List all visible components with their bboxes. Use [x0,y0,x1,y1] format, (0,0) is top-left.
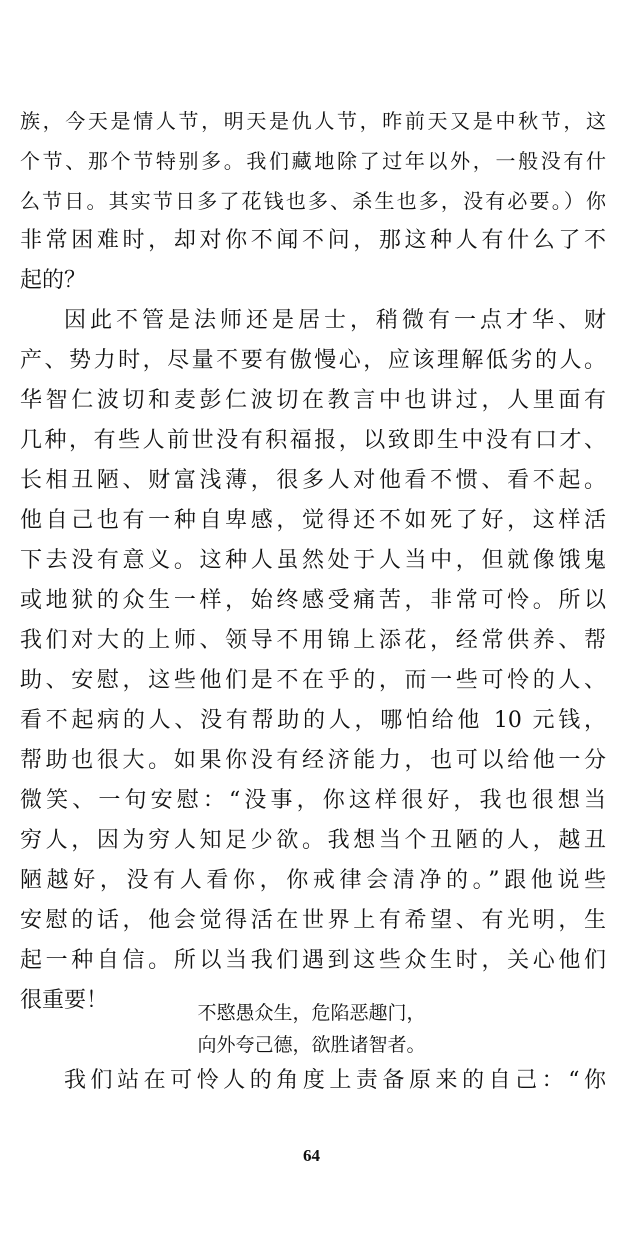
text-line: 助、安慰，这些他们是不在乎的，而一些可怜的人、 [20,668,606,693]
text-line: 起的？ [20,268,87,293]
text-line: 非常困难时，却对你不闻不问，那这种人有什么了不 [20,228,606,253]
text-line: 因此不管是法师还是居士，稍微有一点才华、财 [64,308,606,333]
verse-line-2: 向外夸己德，欲胜诸智者。 [197,1034,426,1056]
text-line: 下去没有意义。这种人虽然处于人当中，但就像饿鬼 [20,548,606,573]
text-line: 很重要！ [20,988,109,1013]
verse-quote [0,997,623,1061]
text-line: 安慰的话，他会觉得活在世界上有希望、有光明，生 [20,908,606,933]
text-line: 几种，有些人前世没有积福报，以致即生中没有口才、 [20,428,606,453]
closing-line: 我们站在可怜人的角度上责备原来的自己：“你 [64,1068,606,1093]
text-line: 陋越好，没有人看你，你戒律会清净的。”跟他说些 [20,868,606,893]
text-line: 帮助也很大。如果你没有经济能力，也可以给他一分 [20,748,606,773]
text-line: 产、势力时，尽量不要有傲慢心，应该理解低劣的人。 [20,348,606,373]
text-line: 他自己也有一种自卑感，觉得还不如死了好，这样活 [20,508,606,533]
text-line: 起一种自信。所以当我们遇到这些众生时，关心他们 [20,948,606,973]
closing-paragraph [20,1061,606,1101]
text-line: 华智仁波切和麦彭仁波切在教言中也讲过，人里面有 [20,388,606,413]
verse-line-1: 不愍愚众生，危陷恶趣门， [197,1002,426,1024]
text-line: 族，今天是情人节，明天是仇人节，昨前天又是中秋节，这 [20,109,606,133]
text-line: 看不起病的人、没有帮助的人，哪怕给他 10 元钱， [20,708,606,733]
text-line: 个节、那个节特别多。我们藏地除了过年以外，一般没有什 [20,149,606,173]
page-number: 64 [303,1146,320,1165]
paragraph-continuation [20,101,606,301]
text-line: 么节日。其实节日多了花钱也多、杀生也多，没有必要。）你 [20,189,606,213]
text-line: 或地狱的众生一样，始终感受痛苦，非常可怜。所以 [20,588,606,613]
text-line: 我们对大的上师、领导不用锦上添花，经常供养、帮 [20,628,606,653]
text-line: 穷人，因为穷人知足少欲。我想当个丑陋的人，越丑 [20,828,606,853]
paragraph-main [20,301,606,1021]
text-line: 长相丑陋、财富浅薄，很多人对他看不惯、看不起。 [20,468,606,493]
text-line: 微笑、一句安慰：“没事，你这样很好，我也很想当 [20,788,606,813]
